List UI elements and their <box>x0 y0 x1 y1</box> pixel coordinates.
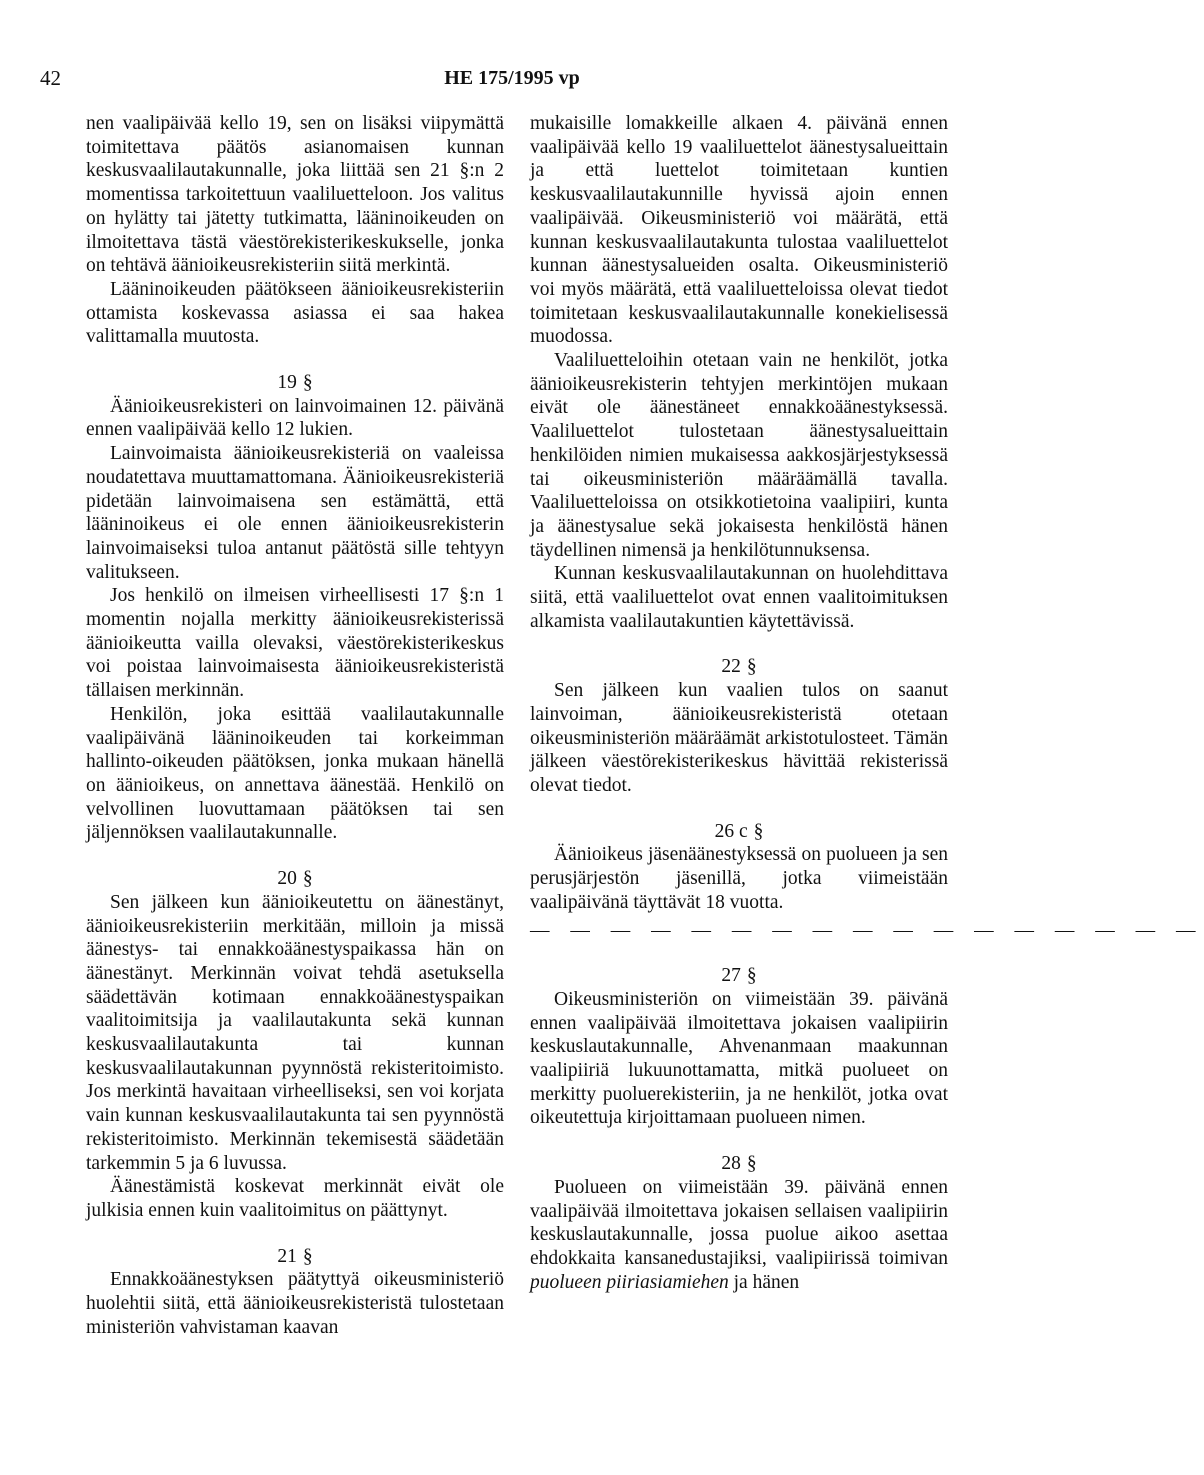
section-sign: § <box>746 1153 757 1175</box>
right-column <box>530 112 1204 1294</box>
section-number: 20 <box>277 868 297 890</box>
paragraph <box>530 1176 948 1295</box>
paragraph: Äänestämistä koskevat merkinnät eivät ole julkisia ennen kuin vaalitoimitus on päättynyt. <box>86 1176 504 1221</box>
paragraph: Sen jälkeen kun vaalien tulos on saanut lainvoiman, äänioikeusrekisteristä otetaan oikeusministeriön määräämät arkistotulosteet. Tämän jälkeen väestörekisterikeskus hävittää rekisterissä olevat tiedot. <box>530 680 948 796</box>
paragraph-text: ja hänen <box>733 1271 800 1293</box>
section-number: 22 <box>721 656 741 678</box>
paragraph: Lääninoikeuden päätökseen äänioikeusrekisteriin ottamista koskevassa asiassa ei saa hakea valittamalla muutosta. <box>86 278 504 348</box>
left-column <box>86 112 504 1339</box>
paragraph: Henkilön, joka esittää vaalilautakunnalle vaalipäivänä lääninoikeuden tai korkeimman hallinto-oikeuden päätöksen, jonka mukaan hänellä on äänioikeus, on annettava äänestää. Henkilö on velvollinen luovuttamaan päätöksen tai sen jäljennöksen vaalilautakunnalle. <box>86 703 504 844</box>
section-heading-28 <box>530 1152 948 1176</box>
section-heading-22 <box>530 655 948 679</box>
paragraph: nen vaalipäivää kello 19, sen on lisäksi viipymättä toimitettava päätös asianomaisen kunnan keskusvaalilautakunnalle, joka liittää sen 21 §:n 2 momentissa tarkoitettuun vaaliluetteloon. Jos valitus on hylätty tai jätetty tutkimatta, lääninoikeuden on ilmoitettava tästä väestörekisterikeskukselle, jonka on tehtävä äänioikeusrekisteriin siitä merkintä. <box>86 113 504 277</box>
section-heading-21 <box>86 1245 504 1269</box>
paragraph: mukaisille lomakkeille alkaen 4. päivänä ennen vaalipäivää kello 19 vaaliluettelot äänestysalueittain ja että luettelot toimitetaan kuntien keskusvaalilautakunnille hyvissä ajoin ennen vaalipäivää. Oikeusministeriö voi määrätä, että kunnan keskusvaalilautakunta tulostaa vaaliluettelot kunnan äänestysalueiden osalta. Oikeusministeriö voi myös määrätä, että vaaliluetteloissa olevat tiedot toimitetaan keskusvaalilautakunnalle konekielisessä muodossa. <box>530 113 948 348</box>
page-number: 42 <box>40 66 61 90</box>
paragraph-text: Puolueen on viimeistään 39. päivänä ennen vaalipäivää ilmoitettava jokaisen sellaisen vaalipiirin keskuslautakunnalle, jossa puolue aikoo asettaa ehdokkaita kansanedustajiksi, vaalipiirissä toimivan <box>530 1176 948 1269</box>
paragraph: Oikeusministeriön on viimeistään 39. päivänä ennen vaalipäivää ilmoitettava jokaisen vaalipiirin keskuslautakunnalle, Ahvenanmaan maakunnan vaalipiiriä lukuunottamatta, mitkä puolueet on merkitty puoluerekisteriin, ja ne henkilöt, jotka ovat oikeutettuja kirjoittamaan puolueen nimen. <box>530 988 948 1129</box>
section-sign: § <box>746 656 757 678</box>
section-number: 28 <box>721 1153 741 1175</box>
paragraph: Lainvoimaista äänioikeusrekisteriä on vaaleissa noudatettava muuttamattomana. Äänioikeusrekisteriä pidetään lainvoimaisena sen estämättä, että lääninoikeus ei ole ennen äänioikeusrekisterin lainvoimaiseksi tuloa antanut päätöstä sille tehtyyn valitukseen. <box>86 443 504 583</box>
section-number: 21 <box>277 1245 297 1267</box>
section-sign: § <box>302 868 313 890</box>
paragraph: Jos henkilö on ilmeisen virheellisesti 17 §:n 1 momentin nojalla merkitty äänioikeusrekisterissä äänioikeutta vailla olevaksi, väestörekisterikeskus voi poistaa lainvoimaisesta äänioikeusrekisteristä tällaisen merkinnän. <box>86 585 504 702</box>
section-heading-19 <box>86 371 504 395</box>
paragraph: Ennakkoäänestyksen päätyttyä oikeusministeriö huolehtii siitä, että äänioikeusrekisteristä tulostetaan ministeriön vahvistaman kaavan <box>86 1269 504 1338</box>
running-head: HE 175/1995 vp <box>444 67 580 89</box>
paragraph: Vaaliluetteloihin otetaan vain ne henkilöt, jotka äänioikeusrekisterin tehtyjen merkintöjen mukaan eivät ole äänestäneet ennakkoäänestyksessä. Vaaliluettelot tulostetaan äänestysalueittain henkilöiden nimien mukaisessa aakkosjärjestyksessä tai oikeusministeriön määräämällä tavalla. Vaaliluetteloissa on otsikkotietoina vaalipiiri, kunta ja äänestysalue sekä jokaisesta henkilöstä hänen täydellinen nimensä ja henkilötunnuksensa. <box>530 350 948 561</box>
paragraph: Äänioikeus jäsenäänestyksessä on puolueen ja sen perusjärjestön jäsenillä, jotka viimeistään vaalipäivänä täyttävät 18 vuotta. <box>530 844 948 913</box>
section-heading-20 <box>86 867 504 891</box>
paragraph: Sen jälkeen kun äänioikeutettu on äänestänyt, äänioikeusrekisteriin merkitään, milloin ja missä äänestys- tai ennakkoäänestyspaikassa hän on äänestänyt. Merkinnän voivat tehdä asetuksella säädettävän kotimaan ennakkoäänestyspaikan vaalitoimitsija ja vaalilautakunta sekä kunnan keskusvaalilautakunta tai kunnan keskusvaalilautakunnan pyynnöstä rekisteritoimisto. Jos merkintä havaitaan virheelliseksi, sen voi korjata vain kunnan keskusvaalilautakunta tai sen pyynnöstä rekisteritoimisto. Merkinnän tekemisestä säädetään tarkemmin 5 ja 6 luvussa. <box>86 891 504 1174</box>
section-sign: § <box>302 372 313 394</box>
omission-dash-rule: — — — — — — — — — — — — — — — — — <box>530 919 1204 941</box>
section-number: 19 <box>277 372 297 394</box>
section-number: 26 c <box>714 820 748 842</box>
section-sign: § <box>746 965 757 987</box>
section-sign: § <box>753 820 764 842</box>
paragraph: Kunnan keskusvaalilautakunnan on huolehdittava siitä, että vaaliluettelot ovat ennen vaalitoimituksen alkamista vaalilautakuntien käytettävissä. <box>530 563 948 632</box>
paragraph: Äänioikeusrekisteri on lainvoimainen 12. päivänä ennen vaalipäivää kello 12 lukien. <box>86 395 504 441</box>
section-heading-26c <box>530 820 948 844</box>
section-number: 27 <box>721 965 741 987</box>
italic-term: puolueen piiriasiamiehen <box>530 1271 729 1293</box>
section-sign: § <box>302 1245 313 1267</box>
section-heading-27 <box>530 964 948 988</box>
